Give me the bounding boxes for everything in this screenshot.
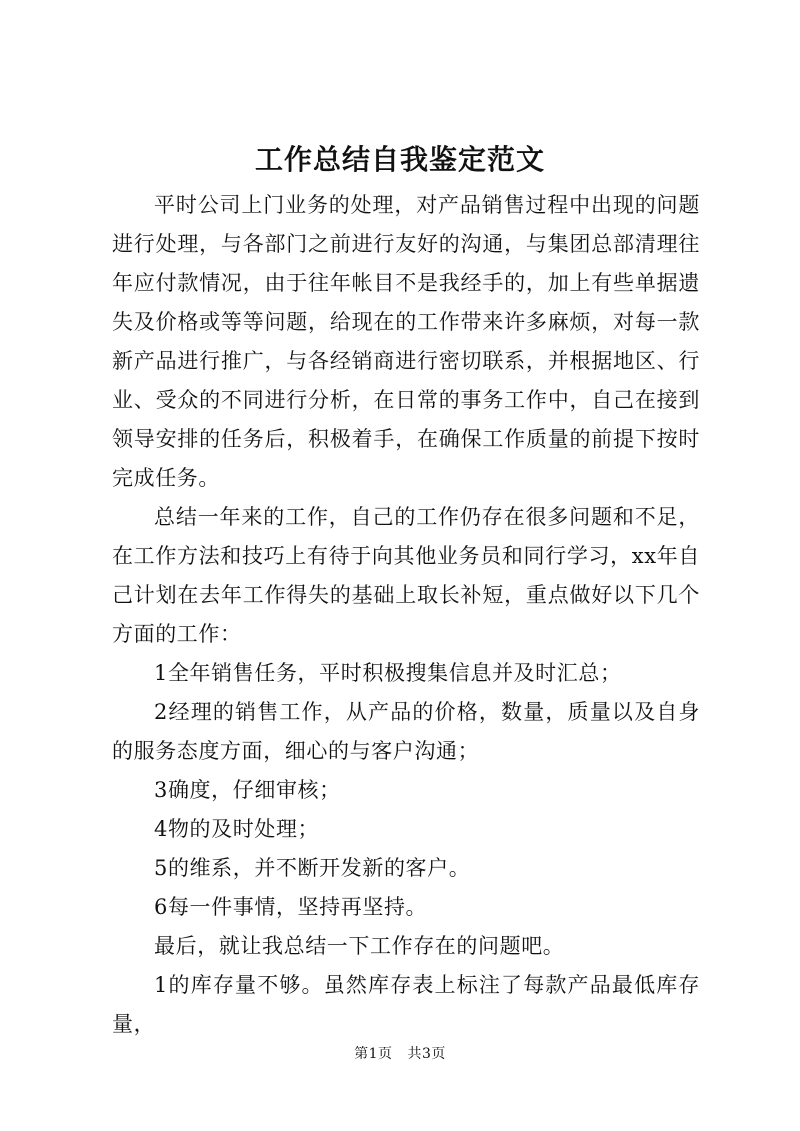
page-total: 共3页 [407,1046,446,1062]
paragraph-2: 总结一年来的工作，自己的工作仍存在很多问题和不足，在工作方法和技巧上有待于向其他业务员和同行学习，xx年自己计划在去年工作得失的基础上取长补短，重点做好以下几个方面的工作： [112,505,700,646]
list-item-2: 2经理的销售工作，从产品的价格，数量，质量以及自身的服务态度方面，细心的与客户沟通； [112,700,700,763]
problem-item-1: 1的库存量不够。虽然库存表上标注了每款产品最低库存量， [112,973,700,1036]
paragraph-closing: 最后，就让我总结一下工作存在的问题吧。 [154,934,565,958]
page-footer [0,1044,800,1064]
list-item-5: 5的维系，并不断开发新的客户。 [154,856,471,880]
list-item-1: 1全年销售任务，平时积极搜集信息并及时汇总； [154,661,622,685]
list-item-6: 6每一件事情，坚持再坚持。 [154,895,428,919]
page-number: 第1页 [354,1046,393,1062]
document-body [112,186,700,1044]
paragraph-1: 平时公司上门业务的处理，对产品销售过程中出现的问题进行处理，与各部门之前进行友好的沟通，与集团总部清理往年应付款情况，由于往年帐目不是我经手的，加上有些单据遗失及价格或等等问题，给现在的工作带来许多麻烦，对每一款新产品进行推广，与各经销商进行密切联系，并根据地区、行业、受众的不同进行分析，在日常的事务工作中，自己在接到领导安排的任务后，积极着手，在确保工作质量的前提下按时完成任务。 [112,193,700,490]
list-item-3: 3确度，仔细审核； [154,778,341,802]
document-title: 工作总结自我鉴定范文 [254,143,545,176]
list-item-4: 4物的及时处理； [154,817,320,841]
